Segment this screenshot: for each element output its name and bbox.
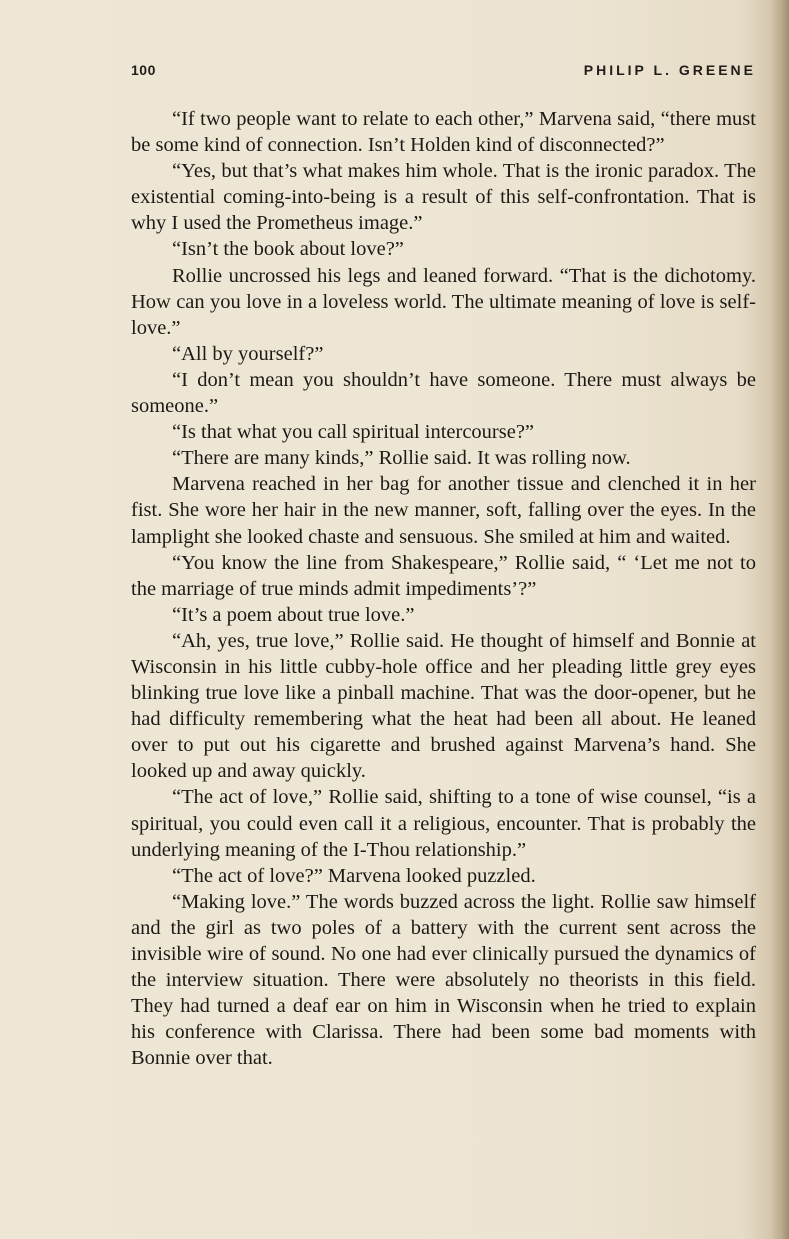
paragraph: “Yes, but that’s what makes him whole. That is the ironic paradox. The existential coming-into-being is a result of this self-confrontation. That is why I used the Prometheus image.” — [131, 160, 756, 235]
paragraph: “Isn’t the book about love?” — [172, 238, 404, 261]
paragraph: “You know the line from Shakespeare,” Rollie said, “ ‘Let me not to the marriage of true minds admit impediments’?” — [131, 551, 756, 600]
paragraph: “Is that what you call spiritual intercourse?” — [172, 421, 535, 444]
paragraph: “It’s a poem about true love.” — [172, 603, 415, 626]
paragraph: Rollie uncrossed his legs and leaned forward. “That is the dichotomy. How can you love in a loveless world. The ultimate meaning of love is self-love.” — [131, 264, 756, 339]
paragraph: “I don’t mean you shouldn’t have someone. There must always be someone.” — [131, 368, 756, 418]
page-number: 100 — [131, 62, 156, 78]
page-edge-shadow — [771, 0, 789, 1239]
page-header — [131, 62, 756, 86]
paragraph: “Making love.” The words buzzed across the light. Rollie saw himself and the girl as two poles of a battery with the current sent across the invisible wire of sound. No one had ever clinically pursued the dynamics of the interview situation. There were absolutely no theorists in this field. They had turned a deaf ear on him in Wisconsin when he tried to explain his conference with Clarissa. There had been some bad moments with Bonnie over that. — [131, 890, 756, 1070]
running-head: PHILIP L. GREENE — [583, 62, 756, 78]
paragraph: Marvena reached in her bag for another tissue and clenched it in her fist. She wore her hair in the new manner, soft, falling over the eyes. In the lamplight she looked chaste and sensuous. She smiled at him and waited. — [131, 473, 756, 548]
paragraph: “If two people want to relate to each other,” Marvena said, “there must be some kind of connection. Isn’t Holden kind of disconnected?” — [131, 108, 756, 157]
body-text — [131, 106, 756, 1071]
paragraph: “All by yourself?” — [172, 342, 324, 365]
paragraph: “Ah, yes, true love,” Rollie said. He thought of himself and Bonnie at Wisconsin in his little cubby-hole office and her pleading little grey eyes blinking true love like a pinball machine. That was the door-opener, but he had difficulty remembering what the heat had been all about. He leaned over to put out his cigarette and brushed against Marvena’s hand. She looked up and away quickly. — [131, 629, 756, 783]
paragraph: “The act of love,” Rollie said, shifting to a tone of wise counsel, “is a spiritual, you could even call it a religious, encounter. That is probably the underlying meaning of the I-Thou relationship.” — [131, 786, 756, 861]
paragraph: “The act of love?” Marvena looked puzzled. — [172, 864, 536, 887]
paragraph: “There are many kinds,” Rollie said. It was rolling now. — [172, 447, 631, 470]
